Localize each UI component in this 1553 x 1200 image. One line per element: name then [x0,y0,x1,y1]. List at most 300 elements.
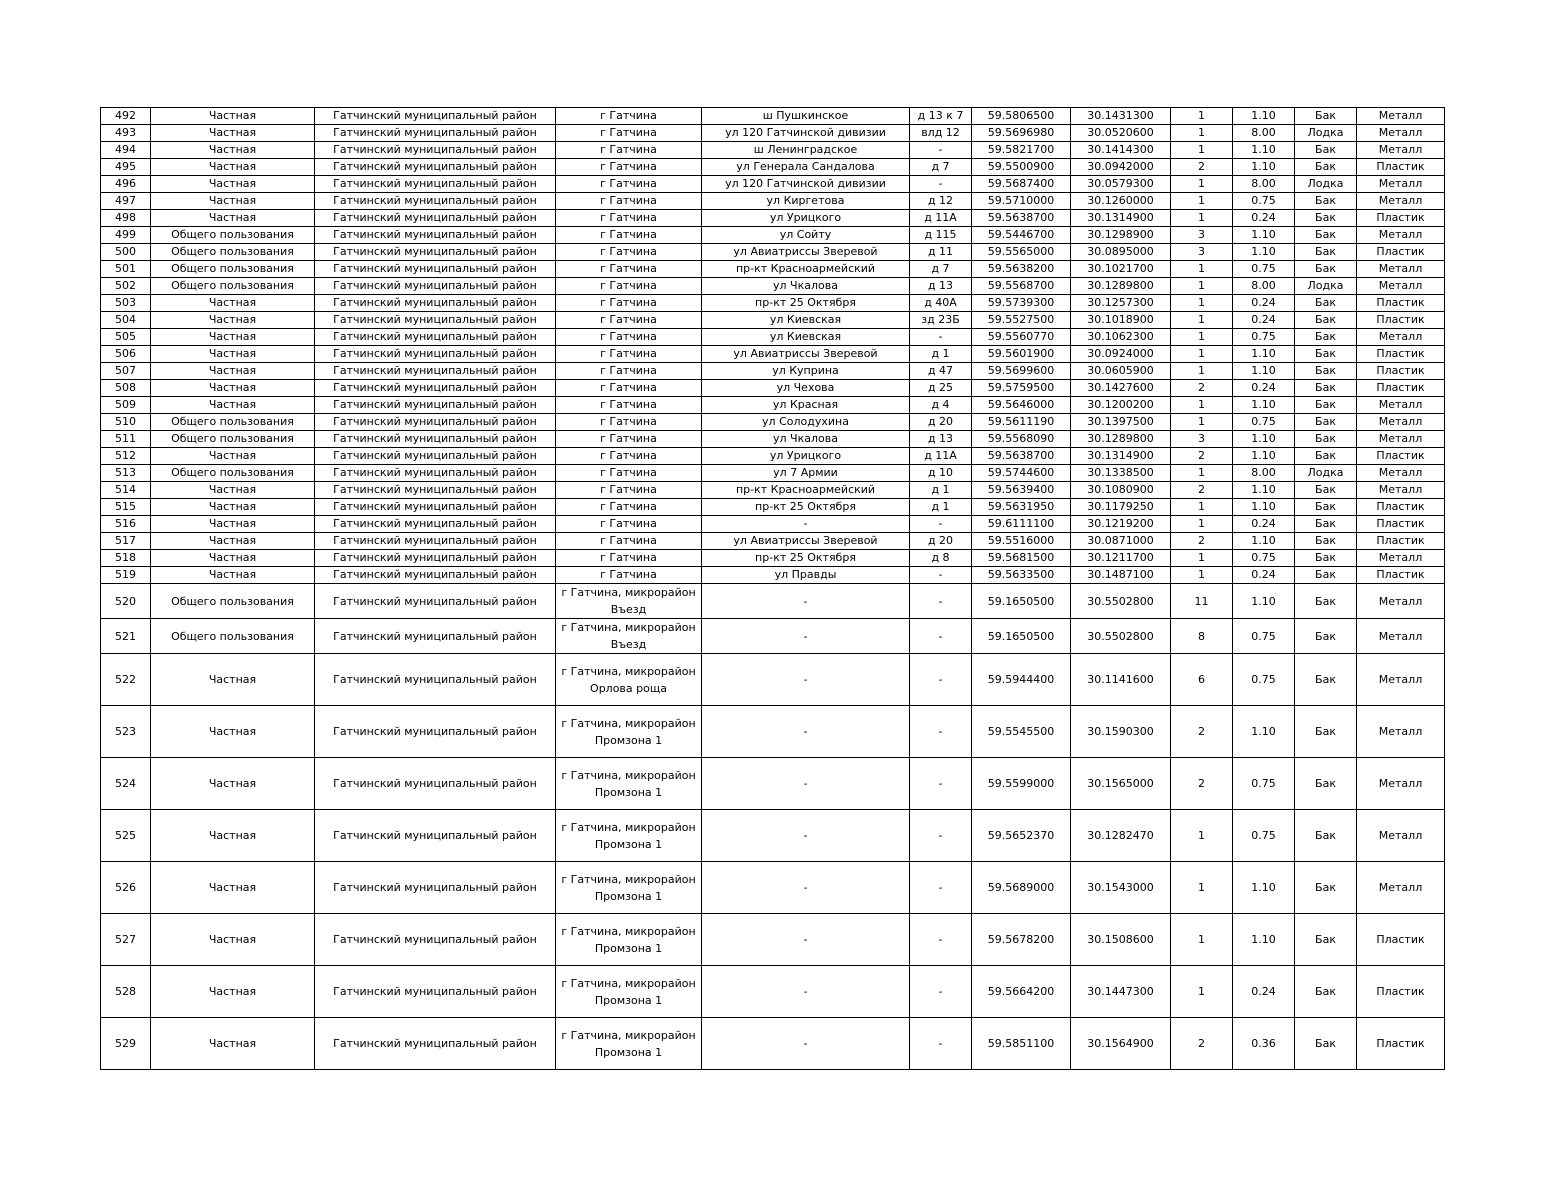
longitude-cell: 30.1211700 [1071,550,1171,567]
district-cell: Гатчинский муниципальный район [315,584,556,619]
material-cell: Пластик [1357,295,1445,312]
container-type-cell: Бак [1295,448,1357,465]
volume-cell: 1.10 [1233,584,1295,619]
ownership-cell: Частная [151,397,315,414]
volume-cell: 1.10 [1233,482,1295,499]
row-number-cell: 504 [101,312,151,329]
house-cell: д 1 [910,346,972,363]
house-cell: - [910,862,972,914]
material-cell: Металл [1357,227,1445,244]
street-cell: ул Авиатриссы Зверевой [702,346,910,363]
container-type-cell: Бак [1295,363,1357,380]
longitude-cell: 30.1431300 [1071,108,1171,125]
locality-cell: г Гатчина, микрорайон Промзона 1 [556,758,702,810]
volume-cell: 1.10 [1233,227,1295,244]
container-count-cell: 1 [1171,499,1233,516]
container-count-cell: 1 [1171,567,1233,584]
container-type-cell: Бак [1295,431,1357,448]
street-cell: ул Урицкого [702,448,910,465]
container-type-cell: Бак [1295,810,1357,862]
street-cell: ул Красная [702,397,910,414]
latitude-cell: 59.5611190 [972,414,1071,431]
latitude-cell: 59.5601900 [972,346,1071,363]
latitude-cell: 59.5646000 [972,397,1071,414]
container-count-cell: 1 [1171,142,1233,159]
ownership-cell: Общего пользования [151,414,315,431]
district-cell: Гатчинский муниципальный район [315,363,556,380]
house-cell: д 11А [910,448,972,465]
locality-cell: г Гатчина, микрорайон Промзона 1 [556,810,702,862]
district-cell: Гатчинский муниципальный район [315,176,556,193]
longitude-cell: 30.1508600 [1071,914,1171,966]
row-number-cell: 522 [101,654,151,706]
container-count-cell: 1 [1171,125,1233,142]
district-cell: Гатчинский муниципальный район [315,380,556,397]
ownership-cell: Частная [151,533,315,550]
container-type-cell: Бак [1295,346,1357,363]
volume-cell: 0.75 [1233,619,1295,654]
table-row [101,448,1445,465]
volume-cell: 0.24 [1233,516,1295,533]
row-number-cell: 517 [101,533,151,550]
longitude-cell: 30.1338500 [1071,465,1171,482]
ownership-cell: Частная [151,176,315,193]
row-number-cell: 514 [101,482,151,499]
container-count-cell: 3 [1171,244,1233,261]
longitude-cell: 30.0924000 [1071,346,1171,363]
row-number-cell: 524 [101,758,151,810]
street-cell: ул Киевская [702,312,910,329]
latitude-cell: 59.5500900 [972,159,1071,176]
locality-cell: г Гатчина [556,550,702,567]
ownership-cell: Общего пользования [151,431,315,448]
container-count-cell: 1 [1171,363,1233,380]
table-row [101,312,1445,329]
container-type-cell: Бак [1295,295,1357,312]
latitude-cell: 59.5560770 [972,329,1071,346]
container-count-cell: 1 [1171,312,1233,329]
material-cell: Металл [1357,414,1445,431]
locality-cell: г Гатчина [556,329,702,346]
volume-cell: 1.10 [1233,448,1295,465]
longitude-cell: 30.0520600 [1071,125,1171,142]
volume-cell: 0.75 [1233,329,1295,346]
house-cell: - [910,329,972,346]
table-row [101,619,1445,654]
container-count-cell: 1 [1171,210,1233,227]
street-cell: ул Солодухина [702,414,910,431]
locality-cell: г Гатчина, микрорайон Орлова роща [556,654,702,706]
latitude-cell: 59.5689000 [972,862,1071,914]
latitude-cell: 59.5806500 [972,108,1071,125]
material-cell: Пластик [1357,210,1445,227]
material-cell: Металл [1357,278,1445,295]
row-number-cell: 502 [101,278,151,295]
district-cell: Гатчинский муниципальный район [315,810,556,862]
container-type-cell: Бак [1295,159,1357,176]
district-cell: Гатчинский муниципальный район [315,193,556,210]
street-cell: пр-кт 25 Октября [702,550,910,567]
district-cell: Гатчинский муниципальный район [315,654,556,706]
table-row [101,295,1445,312]
locality-cell: г Гатчина [556,567,702,584]
latitude-cell: 59.5446700 [972,227,1071,244]
container-count-cell: 1 [1171,914,1233,966]
district-cell: Гатчинский муниципальный район [315,516,556,533]
ownership-cell: Частная [151,108,315,125]
row-number-cell: 497 [101,193,151,210]
house-cell: д 7 [910,261,972,278]
locality-cell: г Гатчина, микрорайон Промзона 1 [556,914,702,966]
container-count-cell: 1 [1171,346,1233,363]
house-cell: д 13 к 7 [910,108,972,125]
volume-cell: 1.10 [1233,244,1295,261]
street-cell: ул Урицкого [702,210,910,227]
house-cell: - [910,706,972,758]
ownership-cell: Частная [151,654,315,706]
volume-cell: 0.75 [1233,758,1295,810]
container-type-cell: Лодка [1295,278,1357,295]
container-type-cell: Лодка [1295,176,1357,193]
row-number-cell: 523 [101,706,151,758]
container-type-cell: Бак [1295,210,1357,227]
row-number-cell: 498 [101,210,151,227]
house-cell: - [910,654,972,706]
house-cell: д 20 [910,414,972,431]
row-number-cell: 518 [101,550,151,567]
table-row [101,966,1445,1018]
volume-cell: 0.75 [1233,414,1295,431]
container-count-cell: 3 [1171,227,1233,244]
volume-cell: 8.00 [1233,465,1295,482]
street-cell: - [702,862,910,914]
house-cell: д 47 [910,363,972,380]
container-count-cell: 1 [1171,278,1233,295]
street-cell: ул Чехова [702,380,910,397]
house-cell: - [910,142,972,159]
locality-cell: г Гатчина [556,261,702,278]
container-type-cell: Бак [1295,329,1357,346]
locality-cell: г Гатчина [556,244,702,261]
ownership-cell: Общего пользования [151,244,315,261]
container-count-cell: 2 [1171,706,1233,758]
latitude-cell: 59.5568700 [972,278,1071,295]
street-cell: пр-кт 25 Октября [702,295,910,312]
container-count-cell: 11 [1171,584,1233,619]
container-type-cell: Бак [1295,914,1357,966]
house-cell: влд 12 [910,125,972,142]
district-cell: Гатчинский муниципальный район [315,706,556,758]
longitude-cell: 30.1080900 [1071,482,1171,499]
locality-cell: г Гатчина [556,125,702,142]
row-number-cell: 493 [101,125,151,142]
street-cell: ул Авиатриссы Зверевой [702,533,910,550]
material-cell: Пластик [1357,1018,1445,1070]
longitude-cell: 30.0871000 [1071,533,1171,550]
latitude-cell: 59.5638700 [972,210,1071,227]
locality-cell: г Гатчина [556,431,702,448]
ownership-cell: Частная [151,482,315,499]
ownership-cell: Общего пользования [151,278,315,295]
street-cell: - [702,516,910,533]
longitude-cell: 30.5502800 [1071,619,1171,654]
longitude-cell: 30.1427600 [1071,380,1171,397]
table-row [101,550,1445,567]
material-cell: Металл [1357,550,1445,567]
district-cell: Гатчинский муниципальный район [315,1018,556,1070]
ownership-cell: Частная [151,550,315,567]
table-row [101,862,1445,914]
container-type-cell: Бак [1295,516,1357,533]
longitude-cell: 30.0895000 [1071,244,1171,261]
material-cell: Металл [1357,465,1445,482]
latitude-cell: 59.5739300 [972,295,1071,312]
table-row [101,654,1445,706]
material-cell: Металл [1357,758,1445,810]
row-number-cell: 499 [101,227,151,244]
house-cell: - [910,619,972,654]
latitude-cell: 59.5944400 [972,654,1071,706]
row-number-cell: 516 [101,516,151,533]
longitude-cell: 30.1062300 [1071,329,1171,346]
district-cell: Гатчинский муниципальный район [315,550,556,567]
register-table [100,107,1445,1070]
locality-cell: г Гатчина, микрорайон Промзона 1 [556,706,702,758]
house-cell: д 11 [910,244,972,261]
house-cell: д 40А [910,295,972,312]
locality-cell: г Гатчина [556,363,702,380]
material-cell: Металл [1357,193,1445,210]
street-cell: ш Пушкинское [702,108,910,125]
volume-cell: 0.75 [1233,550,1295,567]
locality-cell: г Гатчина, микрорайон Въезд [556,584,702,619]
table-row [101,261,1445,278]
container-type-cell: Бак [1295,312,1357,329]
locality-cell: г Гатчина [556,295,702,312]
material-cell: Пластик [1357,567,1445,584]
container-count-cell: 1 [1171,516,1233,533]
container-count-cell: 2 [1171,380,1233,397]
container-type-cell: Бак [1295,261,1357,278]
house-cell: д 115 [910,227,972,244]
container-type-cell: Бак [1295,654,1357,706]
street-cell: - [702,654,910,706]
row-number-cell: 515 [101,499,151,516]
street-cell: пр-кт 25 Октября [702,499,910,516]
latitude-cell: 59.1650500 [972,584,1071,619]
locality-cell: г Гатчина [556,142,702,159]
row-number-cell: 529 [101,1018,151,1070]
container-count-cell: 1 [1171,329,1233,346]
volume-cell: 1.10 [1233,142,1295,159]
ownership-cell: Общего пользования [151,261,315,278]
locality-cell: г Гатчина [556,278,702,295]
container-type-cell: Бак [1295,567,1357,584]
street-cell: ул Киевская [702,329,910,346]
ownership-cell: Общего пользования [151,619,315,654]
ownership-cell: Частная [151,516,315,533]
longitude-cell: 30.1260000 [1071,193,1171,210]
ownership-cell: Частная [151,329,315,346]
material-cell: Пластик [1357,448,1445,465]
material-cell: Металл [1357,584,1445,619]
locality-cell: г Гатчина [556,448,702,465]
ownership-cell: Частная [151,193,315,210]
material-cell: Металл [1357,482,1445,499]
latitude-cell: 59.5545500 [972,706,1071,758]
material-cell: Металл [1357,862,1445,914]
table-row [101,108,1445,125]
house-cell: д 8 [910,550,972,567]
container-count-cell: 3 [1171,431,1233,448]
longitude-cell: 30.1021700 [1071,261,1171,278]
volume-cell: 1.10 [1233,862,1295,914]
container-type-cell: Бак [1295,414,1357,431]
longitude-cell: 30.0579300 [1071,176,1171,193]
district-cell: Гатчинский муниципальный район [315,227,556,244]
volume-cell: 0.24 [1233,966,1295,1018]
locality-cell: г Гатчина [556,414,702,431]
volume-cell: 8.00 [1233,278,1295,295]
latitude-cell: 59.5687400 [972,176,1071,193]
locality-cell: г Гатчина [556,193,702,210]
row-number-cell: 496 [101,176,151,193]
ownership-cell: Частная [151,346,315,363]
latitude-cell: 59.5652370 [972,810,1071,862]
house-cell: - [910,176,972,193]
street-cell: ул 7 Армии [702,465,910,482]
longitude-cell: 30.1179250 [1071,499,1171,516]
ownership-cell: Частная [151,914,315,966]
table-row [101,329,1445,346]
street-cell: ул Сойту [702,227,910,244]
house-cell: д 25 [910,380,972,397]
table-row [101,810,1445,862]
container-type-cell: Бак [1295,108,1357,125]
longitude-cell: 30.1447300 [1071,966,1171,1018]
district-cell: Гатчинский муниципальный район [315,244,556,261]
container-count-cell: 1 [1171,108,1233,125]
container-count-cell: 2 [1171,159,1233,176]
row-number-cell: 520 [101,584,151,619]
container-type-cell: Бак [1295,862,1357,914]
ownership-cell: Частная [151,363,315,380]
container-count-cell: 1 [1171,397,1233,414]
latitude-cell: 59.5678200 [972,914,1071,966]
row-number-cell: 500 [101,244,151,261]
volume-cell: 0.24 [1233,295,1295,312]
row-number-cell: 511 [101,431,151,448]
container-count-cell: 1 [1171,966,1233,1018]
latitude-cell: 59.6111100 [972,516,1071,533]
longitude-cell: 30.1219200 [1071,516,1171,533]
ownership-cell: Частная [151,1018,315,1070]
table-row [101,567,1445,584]
volume-cell: 0.75 [1233,810,1295,862]
latitude-cell: 59.5744600 [972,465,1071,482]
container-count-cell: 1 [1171,414,1233,431]
table-row [101,176,1445,193]
container-type-cell: Бак [1295,193,1357,210]
material-cell: Пластик [1357,533,1445,550]
district-cell: Гатчинский муниципальный район [315,431,556,448]
street-cell: - [702,584,910,619]
street-cell: - [702,914,910,966]
material-cell: Металл [1357,176,1445,193]
table-row [101,533,1445,550]
house-cell: - [910,584,972,619]
material-cell: Пластик [1357,380,1445,397]
row-number-cell: 505 [101,329,151,346]
district-cell: Гатчинский муниципальный район [315,397,556,414]
house-cell: д 13 [910,278,972,295]
district-cell: Гатчинский муниципальный район [315,346,556,363]
ownership-cell: Частная [151,810,315,862]
house-cell: д 13 [910,431,972,448]
volume-cell: 8.00 [1233,176,1295,193]
container-type-cell: Бак [1295,142,1357,159]
table-row [101,346,1445,363]
locality-cell: г Гатчина [556,380,702,397]
container-count-cell: 1 [1171,862,1233,914]
container-type-cell: Бак [1295,499,1357,516]
row-number-cell: 495 [101,159,151,176]
district-cell: Гатчинский муниципальный район [315,159,556,176]
container-count-cell: 8 [1171,619,1233,654]
volume-cell: 1.10 [1233,346,1295,363]
latitude-cell: 59.5638200 [972,261,1071,278]
longitude-cell: 30.1200200 [1071,397,1171,414]
container-count-cell: 1 [1171,465,1233,482]
container-type-cell: Бак [1295,244,1357,261]
row-number-cell: 510 [101,414,151,431]
latitude-cell: 59.5568090 [972,431,1071,448]
longitude-cell: 30.5502800 [1071,584,1171,619]
container-type-cell: Лодка [1295,465,1357,482]
street-cell: - [702,1018,910,1070]
table-row [101,431,1445,448]
latitude-cell: 59.5664200 [972,966,1071,1018]
street-cell: - [702,810,910,862]
district-cell: Гатчинский муниципальный район [315,108,556,125]
container-type-cell: Бак [1295,619,1357,654]
material-cell: Металл [1357,142,1445,159]
material-cell: Металл [1357,125,1445,142]
container-count-cell: 2 [1171,533,1233,550]
locality-cell: г Гатчина [556,159,702,176]
district-cell: Гатчинский муниципальный район [315,261,556,278]
volume-cell: 1.10 [1233,431,1295,448]
volume-cell: 0.24 [1233,380,1295,397]
street-cell: ул Авиатриссы Зверевой [702,244,910,261]
street-cell: - [702,706,910,758]
district-cell: Гатчинский муниципальный район [315,125,556,142]
latitude-cell: 59.5696980 [972,125,1071,142]
longitude-cell: 30.1487100 [1071,567,1171,584]
longitude-cell: 30.1282470 [1071,810,1171,862]
latitude-cell: 59.5631950 [972,499,1071,516]
house-cell: - [910,758,972,810]
volume-cell: 0.36 [1233,1018,1295,1070]
container-type-cell: Бак [1295,397,1357,414]
latitude-cell: 59.5681500 [972,550,1071,567]
ownership-cell: Частная [151,210,315,227]
container-type-cell: Бак [1295,380,1357,397]
latitude-cell: 59.1650500 [972,619,1071,654]
longitude-cell: 30.1257300 [1071,295,1171,312]
row-number-cell: 512 [101,448,151,465]
volume-cell: 0.24 [1233,210,1295,227]
